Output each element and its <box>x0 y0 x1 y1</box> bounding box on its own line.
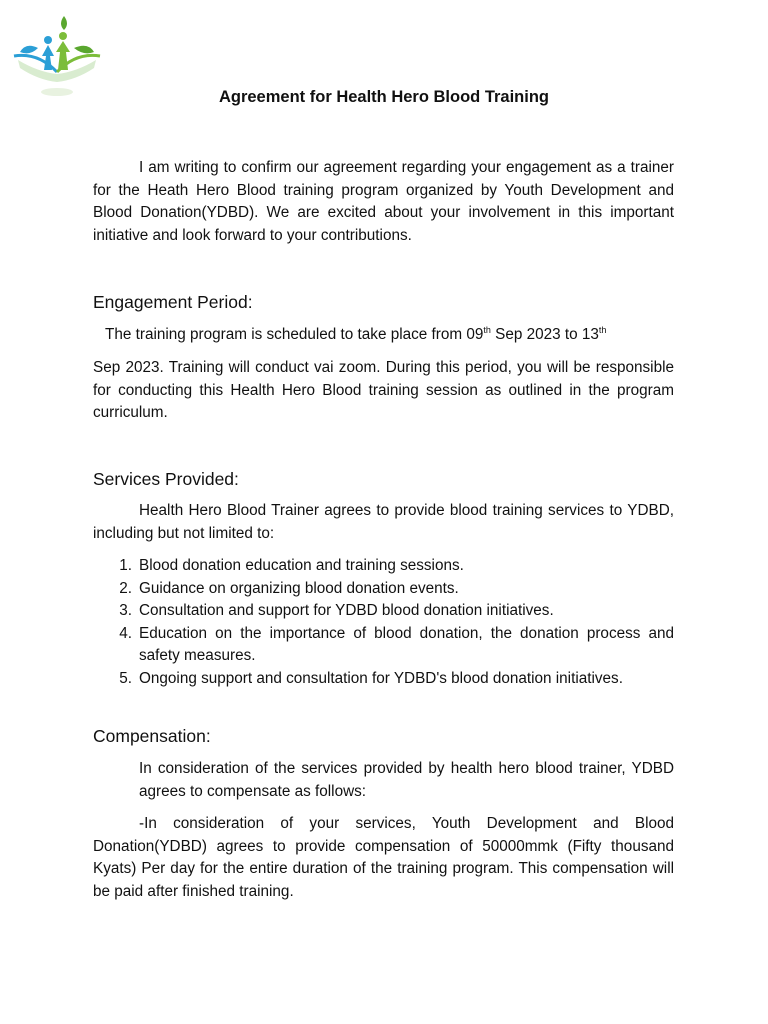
engagement-body: Sep 2023. Training will conduct vai zoom. During this period, you will be responsible for conducting this Health Hero Blood training session as outlined in the program curriculum. <box>93 359 674 421</box>
list-item-number: 4. <box>119 624 132 642</box>
compensation-intro-block <box>139 758 674 803</box>
engagement-date-suffix-1: th <box>483 324 491 335</box>
list-item-number: 1. <box>119 557 132 574</box>
list-item <box>93 623 674 668</box>
list-item <box>93 555 674 578</box>
compensation-body: -In consideration of your services, Youth Development and Blood Donation(YDBD) agrees to provide compensation of 50000mmk (Fifty thousand Kyats) Per day for the entire duration of the training program. This compensation will be paid after finished training. <box>93 815 674 900</box>
list-item-text: Ongoing support and consultation for YDBD's blood donation initiatives. <box>139 669 623 687</box>
engagement-date-suffix-2: th <box>598 324 607 335</box>
engagement-dates-start: The training program is scheduled to take place from 09 <box>105 326 484 343</box>
engagement-dates-mid: Sep 2023 to 13 <box>490 326 599 343</box>
compensation-heading: Compensation: <box>93 726 211 746</box>
engagement-dates-line <box>105 324 705 347</box>
services-list <box>93 555 674 690</box>
list-item <box>93 600 674 623</box>
services-list-block <box>93 555 674 690</box>
compensation-intro: In consideration of the services provided by health hero blood trainer, YDBD agrees to compensate as follows: <box>139 760 674 800</box>
compensation-body-block <box>93 813 674 903</box>
page-title: Agreement for Health Hero Blood Training <box>218 88 550 106</box>
services-intro-block <box>93 500 674 545</box>
services-heading: Services Provided: <box>93 469 239 489</box>
list-item-text: Education on the importance of blood donation, the donation process and safety measures. <box>139 624 674 664</box>
list-item <box>93 668 674 691</box>
intro-section <box>93 157 674 247</box>
services-intro: Health Hero Blood Trainer agrees to provide blood training services to YDBD, including but not limited to: <box>93 502 674 542</box>
engagement-heading: Engagement Period: <box>93 292 253 312</box>
engagement-section <box>93 291 674 313</box>
list-item-number: 2. <box>119 579 132 597</box>
services-section <box>93 468 674 490</box>
list-item <box>93 578 674 601</box>
engagement-body-block <box>93 357 674 425</box>
list-item-text: Blood donation education and training sessions. <box>139 557 464 574</box>
list-item-text: Guidance on organizing blood donation events. <box>139 579 459 597</box>
intro-paragraph: I am writing to confirm our agreement regarding your engagement as a trainer for the Heath Hero Blood training program organized by Youth Development and Blood Donation(YDBD). We are excited about your involvement in this important initiative and look forward to your contributions. <box>93 159 674 244</box>
list-item-number: 5. <box>119 669 132 687</box>
list-item-text: Consultation and support for YDBD blood donation initiatives. <box>139 602 554 619</box>
compensation-section <box>93 725 674 747</box>
list-item-number: 3. <box>119 602 132 619</box>
